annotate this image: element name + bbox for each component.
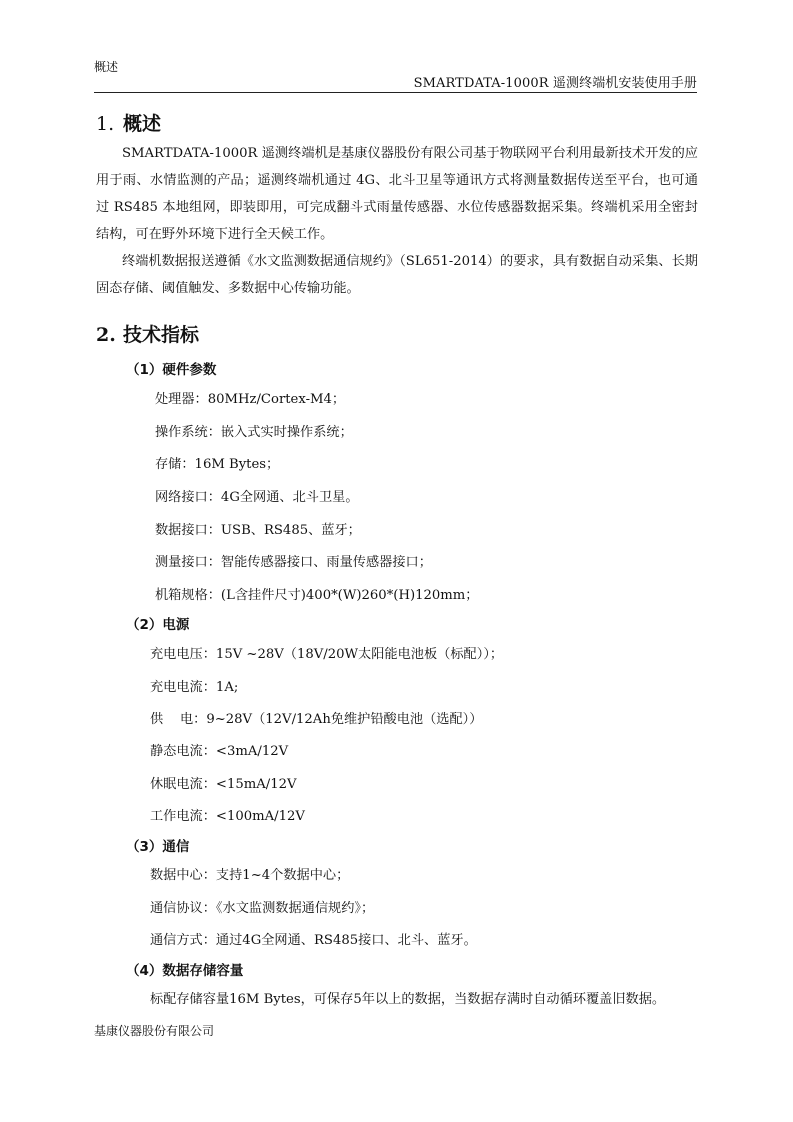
- power-item-sleep-current: 休眠电流：<15mA/12V: [150, 777, 297, 792]
- section-2-number: 2.: [96, 324, 116, 346]
- power-item-work-current: 工作电流：<100mA/12V: [150, 809, 305, 824]
- hardware-item-os: 操作系统：嵌入式实时操作系统；: [155, 425, 353, 440]
- header-document-title: SMARTDATA-1000R 遥测终端机安装使用手册: [413, 76, 697, 91]
- power-item-charge-current: 充电电流：1A;: [150, 680, 239, 695]
- hardware-item-network: 网络接口：4G全网通、北斗卫星。: [155, 490, 359, 505]
- hardware-item-storage: 存储：16M Bytes；: [155, 457, 280, 472]
- comm-heading: （3）通信: [126, 839, 190, 855]
- section-1-heading: [96, 109, 161, 136]
- comm-item-data-center: 数据中心：支持1~4个数据中心；: [150, 868, 350, 883]
- section-2-heading: [96, 320, 199, 347]
- hardware-item-processor: 处理器：80MHz/Cortex-M4；: [155, 392, 346, 407]
- power-item-charge-voltage: 充电电压：15V ~28V（18V/20W太阳能电池板（标配））；: [150, 647, 504, 662]
- power-heading: （2）电源: [126, 617, 190, 633]
- hardware-item-data-interface: 数据接口：USB、RS485、蓝牙；: [155, 523, 361, 538]
- comm-item-method: 通信方式：通过4G全网通、RS485接口、北斗、蓝牙。: [150, 933, 477, 948]
- section-1-number: 1.: [96, 113, 115, 135]
- overview-paragraph-2: 终端机数据报送遵循《水文监测数据通信规约》（SL651-2014）的要求，具有数据自动采集、长期固态存储、阈值触发、多数据中心传输功能。: [96, 254, 698, 296]
- storage-description: 标配存储容量16M Bytes，可保存5年以上的数据，当数据存满时自动循环覆盖旧数据。: [150, 992, 666, 1007]
- comm-item-protocol: 通信协议：《水文监测数据通信规约》；: [150, 901, 375, 916]
- power-item-static-current: 静态电流：<3mA/12V: [150, 744, 289, 759]
- header-divider: [94, 92, 697, 93]
- footer-company: 基康仪器股份有限公司: [94, 1024, 215, 1038]
- section-1-title: 概述: [123, 113, 162, 135]
- hardware-item-chassis: 机箱规格：(L含挂件尺寸)400*(W)260*(H)120mm；: [155, 588, 479, 603]
- overview-paragraph-1: SMARTDATA-1000R 遥测终端机是基康仪器股份有限公司基于物联网平台利用最新技术开发的应用于雨、水情监测的产品；遥测终端机通过 4G、北斗卫星等通讯方式将测量数据传送至平台，也可通过 RS485 本地组网，即装即用，可完成翻斗式雨量传感器、水位传感器数据采集。终端机采用全密封结构，可在野外环境下进行全天候工作。: [96, 146, 698, 242]
- power-item-supply: 供 电：9~28V（12V/12Ah免维护铅酸电池（选配））: [150, 712, 483, 727]
- storage-heading: （4）数据存储容量: [126, 963, 244, 979]
- hardware-item-measure-interface: 测量接口：智能传感器接口、雨量传感器接口；: [155, 555, 432, 570]
- section-2-title: 技术指标: [123, 324, 200, 346]
- header-section-label: 概述: [94, 60, 119, 74]
- hardware-heading: （1）硬件参数: [126, 362, 217, 378]
